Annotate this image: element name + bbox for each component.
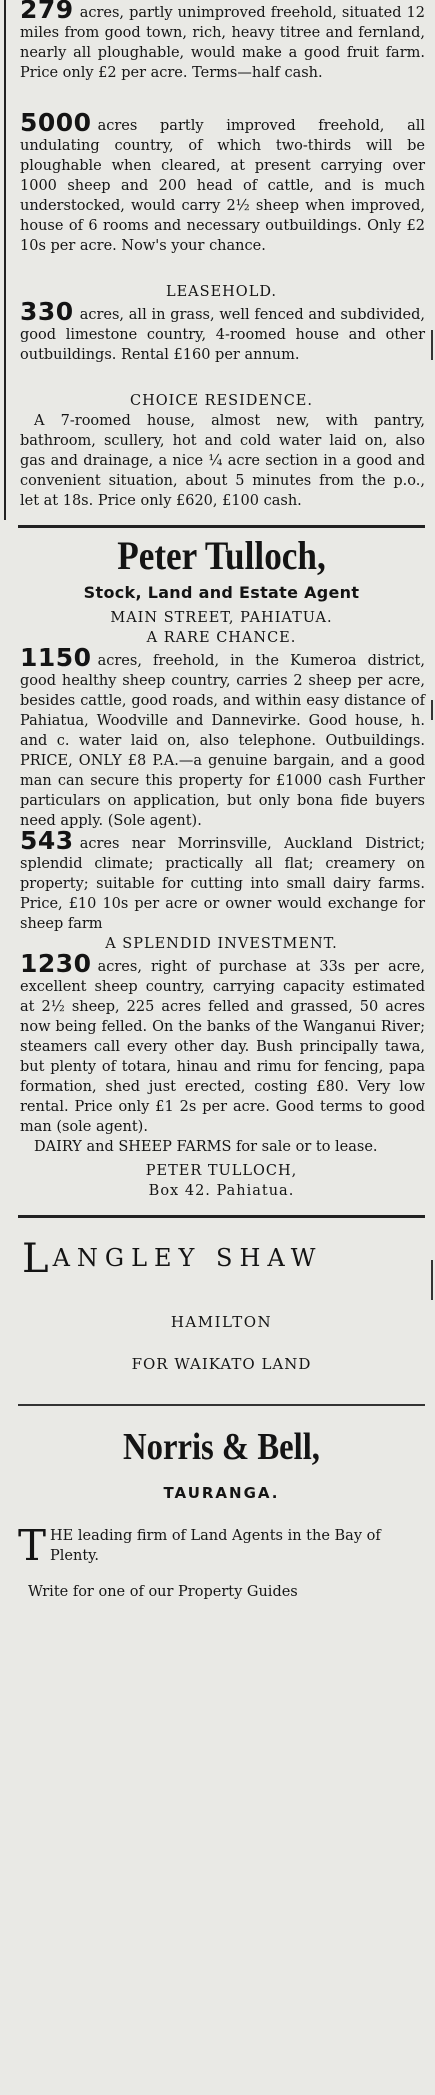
norris-bell-town: TAURANGA. [163, 1484, 280, 1502]
listing-text: acres, right of purchase at 33s per acre, excellent sheep country, carrying capacity estimated at 2½ sheep, 225 acres felled and grassed, 50 acres now being felled. On the banks of the Wanganui River; steamers call every other day. Bush principally tawa, but plenty of totara, hinau and rimu for fencing, papa formation, shed just erected, costing £80. Very low rental. Price only £1 2s per acre. Good terms to good man (sole agent). [20, 959, 425, 1135]
listing-279 [18, 0, 425, 83]
investment-heading: A SPLENDID INVESTMENT. [105, 936, 338, 952]
column-mark-right [431, 700, 433, 720]
column-mark-right [431, 330, 433, 360]
agent-title: Stock, Land and Estate Agent [83, 583, 360, 602]
norris-bell-text: HE leading firm of Land Agents in the Bay of Plenty. [50, 1528, 381, 1564]
dairy-farms-note: DAIRY and SHEEP FARMS for sale or to lease. [34, 1139, 378, 1155]
listing-543 [18, 826, 425, 934]
listing-1230 [18, 949, 425, 1137]
section-divider [18, 525, 425, 528]
langley-initial: L [22, 1236, 53, 1282]
langley-shaw-name [18, 1236, 425, 1282]
listing-number: 1150 [20, 643, 92, 672]
column-mark-right [431, 1260, 433, 1300]
listing-number: 1230 [20, 949, 92, 978]
drop-cap: T [18, 1521, 47, 1570]
listing-number: 279 [20, 0, 74, 24]
listing-1150 [18, 643, 425, 831]
listing-text: acres, freehold, in the Kumeroa district, good healthy sheep country, carries 2 sheep per acre, besides cattle, good roads, and within easy distance of Pahiatua, Woodville and Dannevirke. Good house, h. and c. water laid on, also telephone. Outbuildings. PRICE, ONLY £8 P.A.—a genuine bargain, and a good man can secure this property for £1000 cash Further particulars on application, but only bona fide buyers need apply. (Sole agent). [20, 653, 425, 829]
listing-330 [18, 297, 425, 365]
agent-name: Peter Tulloch, [117, 533, 326, 578]
langley-tagline: FOR WAIKATO LAND [131, 1355, 312, 1373]
norris-bell-name: Norris & Bell, [123, 1426, 320, 1468]
listing-number: 5000 [20, 108, 92, 137]
listing-number: 543 [20, 826, 74, 855]
listing-5000 [18, 108, 425, 256]
listing-number: 330 [20, 297, 74, 326]
signature-box: Box 42. Pahiatua. [148, 1183, 295, 1199]
langley-rest: ANGLEY SHAW [52, 1244, 323, 1272]
listing-text: acres near Morrinsville, Auckland District; splendid climate; practically all flat; creamery on property; suitable for cutting into small dairy farms. Price, £10 10s per acre or owner would exchange for sheep farm [20, 836, 425, 932]
choice-residence-text: A 7-roomed house, almost new, with pantry, bathroom, scullery, hot and cold water laid on, also gas and drainage, a nice ¼ acre section in a good and convenient situation, about 5 minutes from the p.o., let at 18s. Price only £620, £100 cash. [20, 413, 425, 509]
section-divider [18, 1215, 425, 1218]
rare-chance-heading: A RARE CHANCE. [146, 630, 297, 646]
langley-town: HAMILTON [170, 1313, 273, 1331]
norris-bell-body [18, 1521, 425, 1570]
choice-heading: CHOICE RESIDENCE. [130, 393, 313, 409]
listing-text: acres, partly unimproved freehold, situated 12 miles from good town, rich, heavy titree and fernland, nearly all ploughable, would make a good fruit farm. Price only £2 per acre. Terms—half cash. [20, 5, 425, 81]
norris-bell-footer: Write for one of our Property Guides [28, 1584, 298, 1600]
column-rule-left [4, 0, 6, 520]
agent-address: MAIN STREET, PAHIATUA. [110, 610, 333, 626]
signature-name: PETER TULLOCH, [145, 1163, 298, 1179]
leasehold-heading: LEASEHOLD. [165, 284, 278, 300]
listing-text: acres partly improved freehold, all undulating country, of which two-thirds will be ploughable when cleared, at present carrying over 1000 sheep and 200 head of cattle, and is much understocked, would carry 2½ sheep when improved, house of 6 rooms and necessary outbuildings. Only £2 10s per acre. Now's your chance. [20, 118, 425, 254]
listing-text: acres, all in grass, well fenced and subdivided, good limestone country, 4-roomed house and other outbuildings. Rental £160 per annum. [20, 307, 425, 363]
section-divider [18, 1404, 425, 1406]
